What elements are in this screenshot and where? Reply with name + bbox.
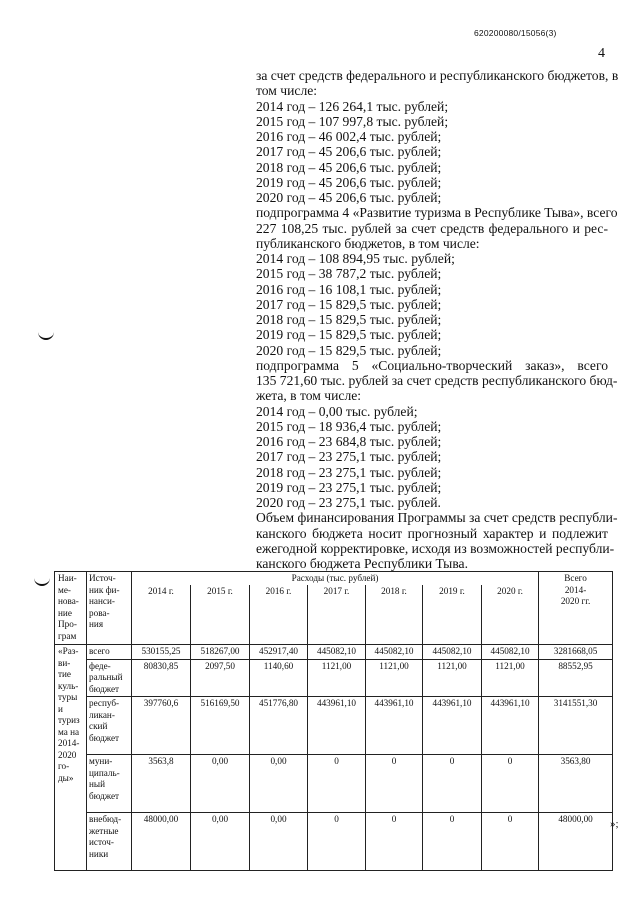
value-cell: 0 <box>308 813 366 871</box>
header-year: 2020 г. <box>482 585 539 645</box>
text-line: 2019 год – 45 206,6 тыс. рублей; <box>256 174 442 190</box>
total-cell: 3281668,05 <box>539 645 613 660</box>
text-line: 135 721,60 тыс. рублей за счет средств республиканского бюд- <box>256 373 618 388</box>
table-row <box>55 813 613 871</box>
value-cell: 443961,10 <box>308 697 366 755</box>
table-row <box>55 659 613 697</box>
document-id: 620200080/15056(3) <box>474 28 557 38</box>
value-cell: 452917,40 <box>250 645 308 660</box>
text-line: 2014 год – 0,00 тыс. рублей; <box>256 403 418 419</box>
text-line: 2016 год – 23 684,8 тыс. рублей; <box>256 434 442 449</box>
header-years-row <box>55 585 613 645</box>
header-total: Всего 2014- 2020 гг. <box>539 572 613 645</box>
text-line: ежегодной корректировке, исходя из возможностей республи- <box>256 540 615 556</box>
value-cell: 0,00 <box>250 755 308 813</box>
header-year: 2017 г. <box>308 585 366 645</box>
funding-source: феде- ральный бюджет <box>87 659 132 697</box>
value-cell: 0 <box>366 755 423 813</box>
value-cell: 0 <box>423 813 482 871</box>
header-program-name: Наи- ме- нова- ние Про- грам <box>55 572 87 645</box>
funding-source: внебюд- жетные источ- ники <box>87 813 132 871</box>
value-cell: 48000,00 <box>132 813 191 871</box>
text-line: 2016 год – 46 002,4 тыс. рублей; <box>256 129 442 144</box>
value-cell: 443961,10 <box>482 697 539 755</box>
financing-text <box>256 68 619 571</box>
value-cell: 0 <box>482 755 539 813</box>
value-cell: 397760,6 <box>132 697 191 755</box>
text-line: подпрограмма 5 «Социально-творческий заказ», всего <box>256 357 608 373</box>
value-cell: 80830,85 <box>132 659 191 697</box>
value-cell: 0 <box>308 755 366 813</box>
text-line: 2015 год – 18 936,4 тыс. рублей; <box>256 418 442 434</box>
text-line: 2019 год – 15 829,5 тыс. рублей; <box>256 327 442 343</box>
text-line: 2014 год – 126 264,1 тыс. рублей; <box>256 98 449 114</box>
total-cell: 3141551,30 <box>539 697 613 755</box>
value-cell: 443961,10 <box>423 697 482 755</box>
text-line: 2020 год – 15 829,5 тыс. рублей; <box>256 342 442 358</box>
value-cell: 1140,60 <box>250 659 308 697</box>
text-line: жета, в том числе: <box>256 388 362 404</box>
text-line: 2017 год – 23 275,1 тыс. рублей; <box>256 449 442 465</box>
text-line: 2017 год – 15 829,5 тыс. рублей; <box>256 296 442 312</box>
funding-source: респуб- ликан- ский бюджет <box>87 697 132 755</box>
total-cell: 3563,80 <box>539 755 613 813</box>
table-row <box>55 697 613 755</box>
value-cell: 0 <box>366 813 423 871</box>
value-cell: 1121,00 <box>423 659 482 697</box>
total-cell: 88552,95 <box>539 659 613 697</box>
text-line: Объем финансирования Программы за счет средств республи- <box>256 510 618 526</box>
text-line: 2015 год – 38 787,2 тыс. рублей; <box>256 266 442 282</box>
value-cell: 530155,25 <box>132 645 191 660</box>
scan-mark-table <box>34 574 50 586</box>
value-cell: 3563,8 <box>132 755 191 813</box>
value-cell: 443961,10 <box>366 697 423 755</box>
funding-source: всего <box>87 645 132 660</box>
value-cell: 445082,10 <box>308 645 366 660</box>
text-line: 2015 год – 107 997,8 тыс. рублей; <box>256 113 449 129</box>
value-cell: 445082,10 <box>423 645 482 660</box>
header-source: Источ- ник фи- нанси- рова- ния <box>87 572 132 645</box>
text-line: том числе: <box>256 83 318 99</box>
text-line: 2018 год – 45 206,6 тыс. рублей; <box>256 159 442 175</box>
header-year: 2015 г. <box>191 585 250 645</box>
total-cell: 48000,00 <box>539 813 613 871</box>
value-cell: 518267,00 <box>191 645 250 660</box>
text-line: 2019 год – 23 275,1 тыс. рублей; <box>256 479 442 495</box>
table-row <box>55 645 613 660</box>
value-cell: 516169,50 <box>191 697 250 755</box>
value-cell: 1121,00 <box>482 659 539 697</box>
header-year: 2018 г. <box>366 585 423 645</box>
header-expenses: Расходы (тыс. рублей) <box>132 572 539 585</box>
value-cell: 0,00 <box>191 755 250 813</box>
financing-table <box>54 571 613 871</box>
header-year: 2016 г. <box>250 585 308 645</box>
value-cell: 1121,00 <box>366 659 423 697</box>
text-line: публиканского бюджетов, в том числе: <box>256 235 480 251</box>
text-line: подпрограмма 4 «Развитие туризма в Республике Тыва», всего <box>256 205 618 221</box>
text-line: 2020 год – 23 275,1 тыс. рублей. <box>256 495 441 510</box>
value-cell: 0,00 <box>191 813 250 871</box>
value-cell: 1121,00 <box>308 659 366 697</box>
text-line: 2017 год – 45 206,6 тыс. рублей; <box>256 144 442 160</box>
text-line: за счет средств федерального и республиканского бюджетов, в <box>256 68 619 83</box>
page-number: 4 <box>598 46 605 61</box>
value-cell: 445082,10 <box>366 645 423 660</box>
header-year: 2019 г. <box>423 585 482 645</box>
header-row <box>55 572 613 585</box>
value-cell: 2097,50 <box>191 659 250 697</box>
text-line: 2016 год – 16 108,1 тыс. рублей; <box>256 281 442 297</box>
funding-source: муни- ципаль- ный бюджет <box>87 755 132 813</box>
table-row <box>55 755 613 813</box>
text-line: 2020 год – 45 206,6 тыс. рублей; <box>256 190 442 205</box>
value-cell: 445082,10 <box>482 645 539 660</box>
text-line: 2018 год – 15 829,5 тыс. рублей; <box>256 312 442 327</box>
value-cell: 0 <box>482 813 539 871</box>
scan-mark-left <box>38 328 54 340</box>
value-cell: 451776,80 <box>250 697 308 755</box>
text-line: канского бюджета носит прогнозный характер и подлежит <box>256 525 608 541</box>
closing-mark: »; <box>610 818 619 830</box>
text-line: 2014 год – 108 894,95 тыс. рублей; <box>256 251 455 266</box>
value-cell: 0 <box>423 755 482 813</box>
text-line: канского бюджета Республики Тыва. <box>256 556 468 571</box>
value-cell: 0,00 <box>250 813 308 871</box>
text-line: 2018 год – 23 275,1 тыс. рублей; <box>256 464 442 480</box>
text-line: 227 108,25 тыс. рублей за счет средств федерального и рес- <box>256 220 608 236</box>
header-year: 2014 г. <box>132 585 191 645</box>
program-name: «Раз- ви- тие куль- туры и туриз ма на 2014- 2020 го- ды» <box>55 645 87 871</box>
